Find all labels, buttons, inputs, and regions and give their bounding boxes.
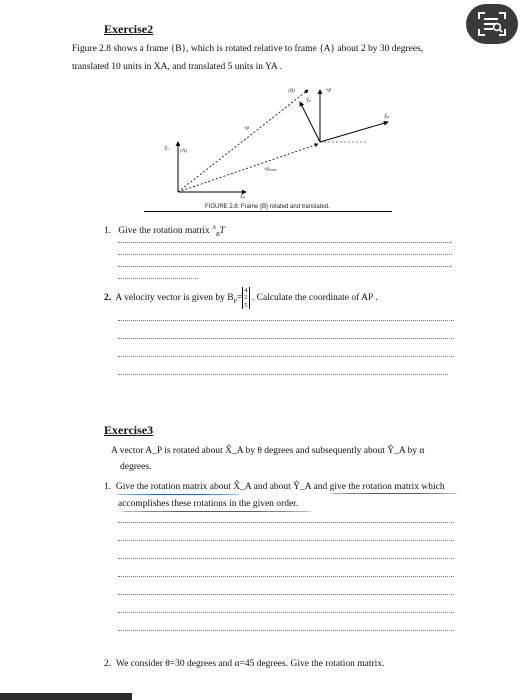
scan-text-button[interactable] — [466, 4, 518, 44]
answer-line[interactable] — [118, 266, 452, 267]
answer-line[interactable] — [118, 356, 454, 357]
ex2-q2-sub: P — [233, 298, 237, 305]
answer-line[interactable] — [118, 594, 454, 595]
exercise2-intro-line1: Figure 2.8 shows a frame {B}, which is rotated relative to frame {A} about 2 by 30 degrees, — [72, 44, 424, 54]
answer-line[interactable] — [118, 540, 454, 541]
ex2-q2-number: 2. — [104, 293, 112, 303]
frame-diagram — [140, 78, 390, 218]
answer-line[interactable] — [118, 242, 452, 243]
answer-line[interactable] — [118, 374, 448, 375]
ex2-q1-number: 1. — [104, 226, 112, 237]
label-yb: ŶB — [306, 99, 311, 104]
answer-line[interactable] — [118, 278, 198, 279]
label-bp: ᴮP — [326, 89, 332, 94]
answer-line[interactable] — [118, 320, 454, 321]
answer-line[interactable] — [118, 558, 454, 559]
ex2-q2: 2. A velocity vector is given by $B_P=4$ 2 5 . Calculate the coordinate of AP . — [104, 286, 378, 309]
pen-underline — [330, 493, 458, 494]
ex3-q1-text: Give the rotation matrix about X̂_A and about Ŷ_A and give the rotation matrix which — [115, 482, 445, 492]
exercise2-title: Exercise2 — [104, 22, 154, 36]
ex3-q1-line1 — [104, 481, 445, 493]
label-xb: X̂B — [384, 115, 389, 120]
ex3-q2 — [104, 658, 384, 670]
exercise2-intro-line2: translated 10 units in XA, and translated 5 units in YA . — [72, 62, 282, 72]
pen-underline — [120, 511, 312, 512]
pen-underline — [116, 494, 240, 495]
caption-rule — [144, 211, 392, 212]
exercise3-title: Exercise3 — [104, 423, 154, 437]
vector-entry: 5 — [244, 301, 248, 309]
ex2-q2-text-before: A velocity vector is given by B — [115, 293, 234, 303]
answer-line[interactable] — [118, 630, 454, 631]
answer-line[interactable] — [118, 576, 454, 577]
vector-entry: 2 — [244, 294, 248, 302]
ex2-q1-text: Give the rotation matrix — [118, 226, 210, 237]
ex2-q2-text-after: . Calculate the coordinate of AP . — [251, 293, 378, 303]
label-apborg: ᴬPBORG — [264, 168, 278, 173]
vector-ap — [178, 90, 308, 192]
scan-text-icon — [477, 11, 507, 37]
label-ya: ŶA — [164, 147, 169, 152]
exercise3-intro-line2: degrees. — [120, 462, 152, 472]
ex3-q1-line2: accomplishes these rotations in the given order. — [118, 499, 299, 509]
ex2-q1 — [104, 222, 225, 241]
page-scroll-indicator[interactable] — [0, 693, 132, 700]
exercise3-intro-line1: A vector A_P is rotated about X̂_A by θ degrees and subsequently about Ŷ_A by α — [111, 446, 425, 456]
label-ap: ᴬP — [244, 127, 250, 132]
axis-xb — [320, 122, 388, 142]
vector-apborg — [178, 144, 318, 192]
rotation-matrix-symbol: $^A_B$T — [212, 225, 225, 239]
answer-line[interactable] — [118, 522, 454, 523]
vector-entry: 4 — [244, 286, 248, 294]
answer-line[interactable] — [118, 338, 454, 339]
figure-caption: FIGURE 2.8: Frame {B} rotated and translated. — [205, 204, 330, 210]
label-xa: X̂A — [240, 195, 245, 200]
velocity-vector — [242, 287, 249, 310]
ex3-q1-number: 1. — [104, 482, 112, 492]
ex3-q2-text: We consider θ=30 degrees and α=45 degrees. Give the rotation matrix. — [115, 659, 385, 669]
answer-line[interactable] — [118, 254, 452, 255]
axis-yb — [300, 102, 320, 142]
answer-line[interactable] — [118, 612, 454, 613]
label-frame-a: {A} — [180, 149, 188, 154]
label-frame-b: {B} — [288, 89, 296, 94]
ex3-q2-number: 2. — [104, 659, 112, 669]
